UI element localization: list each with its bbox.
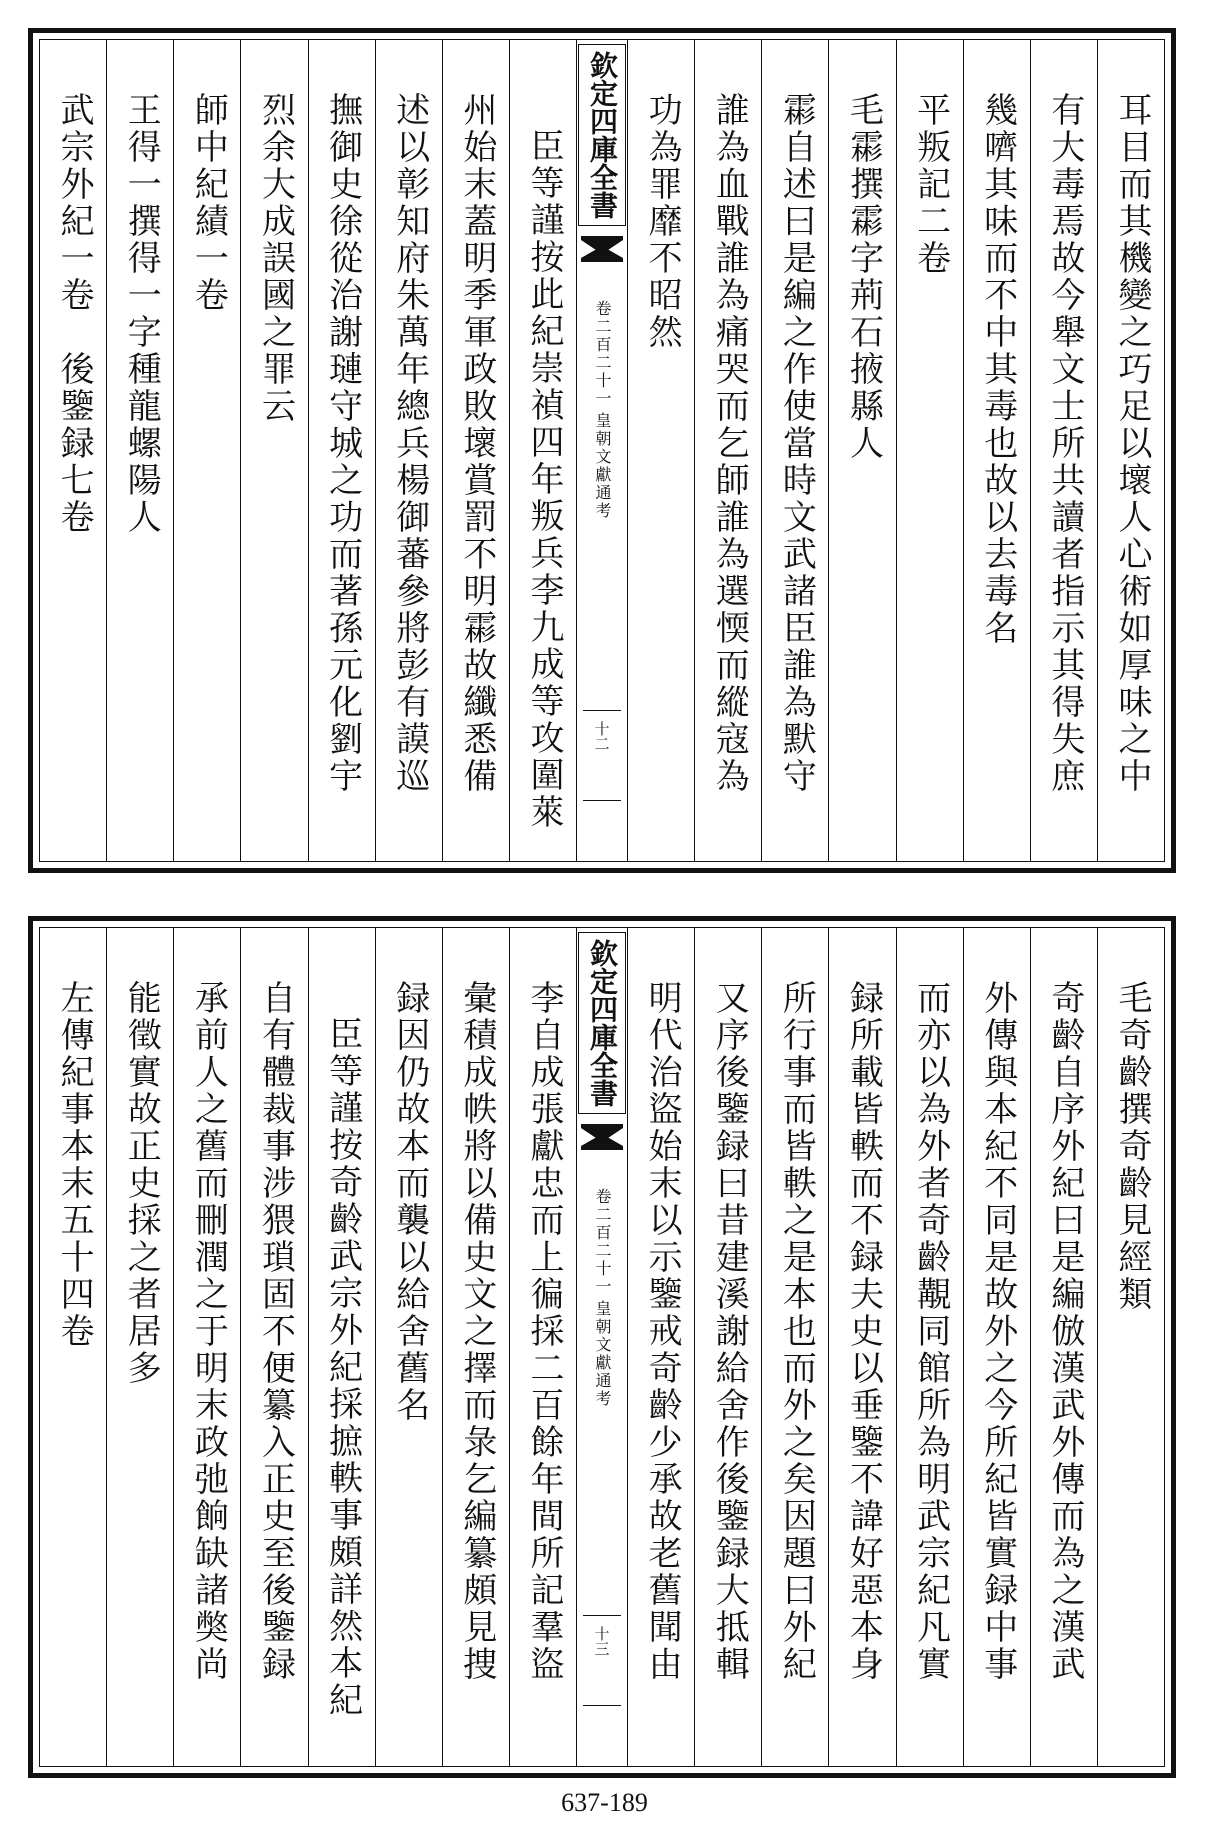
bottom-text-column bbox=[308, 928, 375, 1766]
top-subtitle-book-name: 皇朝文獻通考 bbox=[593, 412, 612, 520]
top-column-text: 幾嚌其味而不中其毒也故以去毒名 bbox=[977, 92, 1018, 647]
bottom-column-text: 承前人之舊而刪潤之于明末政弛餉缺諸獘尚 bbox=[188, 980, 229, 1683]
top-text-column bbox=[173, 40, 240, 861]
top-text-column bbox=[694, 40, 761, 861]
bottom-text-column bbox=[963, 928, 1030, 1766]
top-page-frame bbox=[39, 39, 1165, 862]
bottom-column-text: 又序後鑒録曰昔建溪謝給舍作後鑒録大抵輯 bbox=[709, 980, 750, 1683]
top-fish-tail-mark-icon bbox=[579, 232, 625, 272]
bottom-page-frame bbox=[39, 927, 1165, 1767]
bottom-text-column bbox=[375, 928, 442, 1766]
bottom-running-title: 欽定四庫全書 bbox=[578, 932, 626, 1114]
top-subtitle-volume: 卷二百二十一 bbox=[593, 300, 612, 408]
bottom-book-subtitle bbox=[593, 1178, 611, 1408]
bottom-column-text: 李自成張獻忠而上徧採二百餘年間所記羣盜 bbox=[524, 980, 564, 1683]
top-folio-rule bbox=[583, 710, 621, 711]
bottom-fish-tail-mark-icon bbox=[579, 1120, 625, 1160]
bottom-text-column bbox=[106, 928, 173, 1766]
bottom-column-text: 奇齡自序外紀曰是編倣漢武外傳而為之漢武 bbox=[1044, 980, 1085, 1683]
bottom-text-column bbox=[828, 928, 895, 1766]
top-column-text: 武宗外紀一卷 後鑒録七卷 bbox=[54, 92, 95, 536]
top-book-subtitle bbox=[593, 290, 611, 520]
top-text-column bbox=[896, 40, 963, 861]
bottom-folio-rule-lower bbox=[583, 1705, 621, 1706]
top-text-column bbox=[627, 40, 694, 861]
bottom-page bbox=[28, 916, 1176, 1778]
bottom-subtitle-book-name: 皇朝文獻通考 bbox=[593, 1300, 612, 1408]
bottom-text-column bbox=[240, 928, 307, 1766]
bottom-text-column bbox=[627, 928, 694, 1766]
bottom-text-column bbox=[509, 928, 576, 1766]
top-text-column bbox=[308, 40, 375, 861]
bottom-column-text: 彙積成帙將以備史文之擇而彔乞編纂頗見捜 bbox=[456, 980, 497, 1683]
top-text-column bbox=[40, 40, 106, 861]
bottom-column-text: 臣等謹按奇齡武宗外紀採摭軼事頗詳然本紀 bbox=[322, 1016, 363, 1719]
top-text-column bbox=[442, 40, 509, 861]
top-column-text: 功為罪靡不昭然 bbox=[642, 92, 683, 351]
bottom-folio-rule bbox=[583, 1615, 621, 1616]
page-number: 637-189 bbox=[561, 1788, 648, 1817]
top-column-text: 霦自述曰是編之作使當時文武諸臣誰為默守 bbox=[776, 92, 817, 795]
bottom-column-text: 明代治盜始末以示鑒戒奇齡少承故老舊聞由 bbox=[642, 980, 683, 1683]
bottom-text-column bbox=[1097, 928, 1164, 1766]
top-column-text: 王得一撰得一字種龍螺陽人 bbox=[121, 92, 162, 536]
bottom-column-text: 外傳與本紀不同是故外之今所紀皆實録中事 bbox=[977, 980, 1018, 1683]
bottom-column-text: 而亦以為外者奇齡覯同館所為明武宗紀凡實 bbox=[910, 980, 951, 1683]
top-folio-number: 十二 bbox=[592, 721, 611, 751]
top-text-column bbox=[1030, 40, 1097, 861]
top-centre-strip bbox=[576, 40, 627, 861]
bottom-folio-number: 十三 bbox=[592, 1626, 611, 1656]
top-column-text: 有大毒焉故今舉文士所共讀者指示其得失庶 bbox=[1044, 92, 1085, 795]
bottom-column-text: 録因仍故本而襲以給舍舊名 bbox=[389, 980, 430, 1424]
top-folio-rule-lower bbox=[583, 800, 621, 801]
top-text-column bbox=[106, 40, 173, 861]
top-column-text: 臣等謹按此紀崇禎四年叛兵李九成等攻圍萊 bbox=[524, 128, 564, 831]
top-column-text: 耳目而其機變之巧足以壞人心術如厚味之中 bbox=[1112, 92, 1152, 795]
bottom-column-text: 能徵實故正史採之者居多 bbox=[121, 980, 162, 1387]
top-column-text: 述以彰知府朱萬年總兵楊御蕃參將彭有謨巡 bbox=[389, 92, 430, 795]
top-text-column bbox=[375, 40, 442, 861]
bottom-text-column bbox=[694, 928, 761, 1766]
bottom-column-text: 左傳紀事本末五十四卷 bbox=[54, 980, 95, 1350]
bottom-column-text: 毛奇齡撰奇齡見經類 bbox=[1112, 980, 1152, 1313]
top-text-column bbox=[963, 40, 1030, 861]
top-column-text: 烈余大成誤國之罪云 bbox=[255, 92, 296, 425]
top-column-text: 誰為血戰誰為痛哭而乞師誰為選愞而縱寇為 bbox=[709, 92, 750, 795]
bottom-text-column bbox=[40, 928, 106, 1766]
bottom-text-column bbox=[442, 928, 509, 1766]
top-text-column bbox=[240, 40, 307, 861]
top-text-column bbox=[509, 40, 576, 861]
top-column-text: 師中紀績一卷 bbox=[188, 92, 229, 314]
top-text-column bbox=[761, 40, 828, 861]
top-column-text: 毛霦撰霦字荊石掖縣人 bbox=[843, 92, 884, 462]
top-page bbox=[28, 28, 1176, 873]
top-column-text: 撫御史徐從治謝璉守城之功而著孫元化劉宇 bbox=[322, 92, 363, 795]
top-column-text: 州始末蓋明季軍政敗壞賞罰不明霦故纖悉備 bbox=[456, 92, 497, 795]
bottom-column-text: 自有體裁事涉猥瑣固不便纂入正史至後鑒録 bbox=[255, 980, 296, 1683]
top-text-column bbox=[828, 40, 895, 861]
bottom-text-column bbox=[896, 928, 963, 1766]
bottom-text-column bbox=[173, 928, 240, 1766]
top-text-column bbox=[1097, 40, 1164, 861]
top-running-title: 欽定四庫全書 bbox=[578, 44, 626, 226]
bottom-subtitle-volume: 卷二百二十一 bbox=[593, 1188, 612, 1296]
bottom-column-text: 録所載皆軼而不録夫史以垂鑒不諱好惡本身 bbox=[843, 980, 884, 1683]
bottom-text-column bbox=[1030, 928, 1097, 1766]
bottom-text-column bbox=[761, 928, 828, 1766]
bottom-column-text: 所行事而皆軼之是本也而外之矣因題曰外紀 bbox=[776, 980, 817, 1683]
bottom-centre-strip bbox=[576, 928, 627, 1766]
top-column-text: 平叛記二卷 bbox=[910, 92, 951, 277]
